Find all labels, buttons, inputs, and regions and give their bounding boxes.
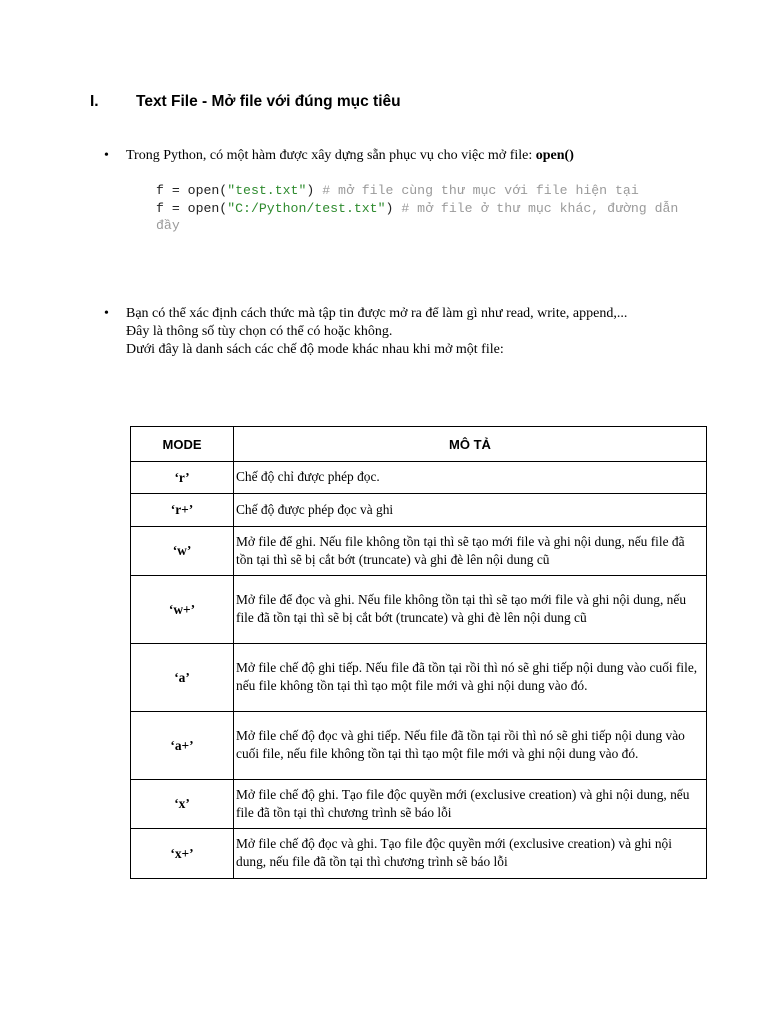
description-cell: Mở file chế độ đọc và ghi. Tạo file độc quyền mới (exclusive creation) và ghi nội dung, nếu file đã tồn tại thì chương trình sẽ báo lỗi [234, 829, 707, 879]
bullet-dot-icon: • [104, 306, 109, 321]
code-string: "test.txt" [227, 183, 307, 198]
mode-cell: ‘r’ [131, 462, 234, 494]
bullet-dot-icon: • [104, 148, 109, 163]
description-cell: Mở file chế độ ghi. Tạo file độc quyền mới (exclusive creation) và ghi nội dung, nếu file đã tồn tại thì chương trình sẽ báo lỗi [234, 780, 707, 829]
mode-cell: ‘w’ [131, 527, 234, 576]
mode-cell: ‘x+’ [131, 829, 234, 879]
mode-table [130, 426, 707, 879]
description-cell: Chế độ chỉ được phép đọc. [234, 462, 707, 494]
table-row [131, 527, 707, 576]
description-cell: Mở file để đọc và ghi. Nếu file không tồn tại thì sẽ tạo mới file và ghi nội dung, nếu file đã tồn tại thì sẽ bị cắt bớt (truncate) và ghi đè lên nội dung cũ [234, 576, 707, 644]
bullet-open-text: Trong Python, có một hàm được xây dựng sẵn phục vụ cho việc mở file: [126, 148, 536, 163]
column-header-description: MÔ TẢ [234, 427, 707, 462]
section-number: I. [90, 93, 99, 110]
table-row [131, 462, 707, 494]
table-row [131, 780, 707, 829]
code-comment: # mở file cùng thư mục với file hiện tại [322, 183, 639, 198]
mode-cell: ‘a’ [131, 644, 234, 712]
table-header-row [131, 427, 707, 462]
code-line-2 [156, 200, 686, 235]
description-cell: Mở file chế độ đọc và ghi tiếp. Nếu file đã tồn tại rồi thì nó sẽ ghi tiếp nội dung vào cuối file, nếu file không tồn tại thì tạo một file mới và ghi nội dung vào đó. [234, 712, 707, 780]
description-cell: Mở file để ghi. Nếu file không tồn tại thì sẽ tạo mới file và ghi nội dung, nếu file đã tồn tại thì sẽ bị cắt bớt (truncate) và ghi đè lên nội dung cũ [234, 527, 707, 576]
code-text: f = open( [156, 200, 228, 216]
code-line-1 [156, 182, 686, 200]
description-cell: Mở file chế độ ghi tiếp. Nếu file đã tồn tại rồi thì nó sẽ ghi tiếp nội dung vào cuối file, nếu file không tồn tại thì tạo một file mới và ghi nội dung vào đó. [234, 644, 707, 712]
mode-cell: ‘w+’ [131, 576, 234, 644]
table-row [131, 494, 707, 527]
section-title: Text File - Mở file với đúng mục tiêu [136, 93, 401, 110]
section-heading [90, 93, 401, 111]
code-block [156, 182, 686, 235]
code-comment: # mở file ở thư mục khác, đường dẫn đầy [156, 200, 679, 233]
mode-cell: ‘a+’ [131, 712, 234, 780]
table-row [131, 576, 707, 644]
mode-cell: ‘r+’ [131, 494, 234, 527]
bullet-mode-intro [126, 305, 646, 359]
description-cell: Chế độ được phép đọc và ghi [234, 494, 707, 527]
table-row [131, 644, 707, 712]
mode-list-caption: Dưới đây là danh sách các chế độ mode khác nhau khi mở một file: [126, 342, 504, 357]
table-row [131, 712, 707, 780]
table-row [131, 829, 707, 879]
mode-cell: ‘x’ [131, 780, 234, 829]
column-header-mode: MODE [131, 427, 234, 462]
code-text: f = open( [156, 183, 228, 198]
mode-intro-text: Bạn có thể xác định cách thức mà tập tin được mở ra để làm gì như read, write, append,... Đây là thông số tùy chọn có thể có hoặc không. [126, 306, 628, 339]
code-text: ) [385, 200, 402, 216]
open-function-name: open() [535, 148, 574, 163]
code-text: ) [306, 183, 323, 198]
bullet-open-function [126, 147, 686, 165]
code-string: "C:/Python/test.txt" [227, 200, 386, 216]
